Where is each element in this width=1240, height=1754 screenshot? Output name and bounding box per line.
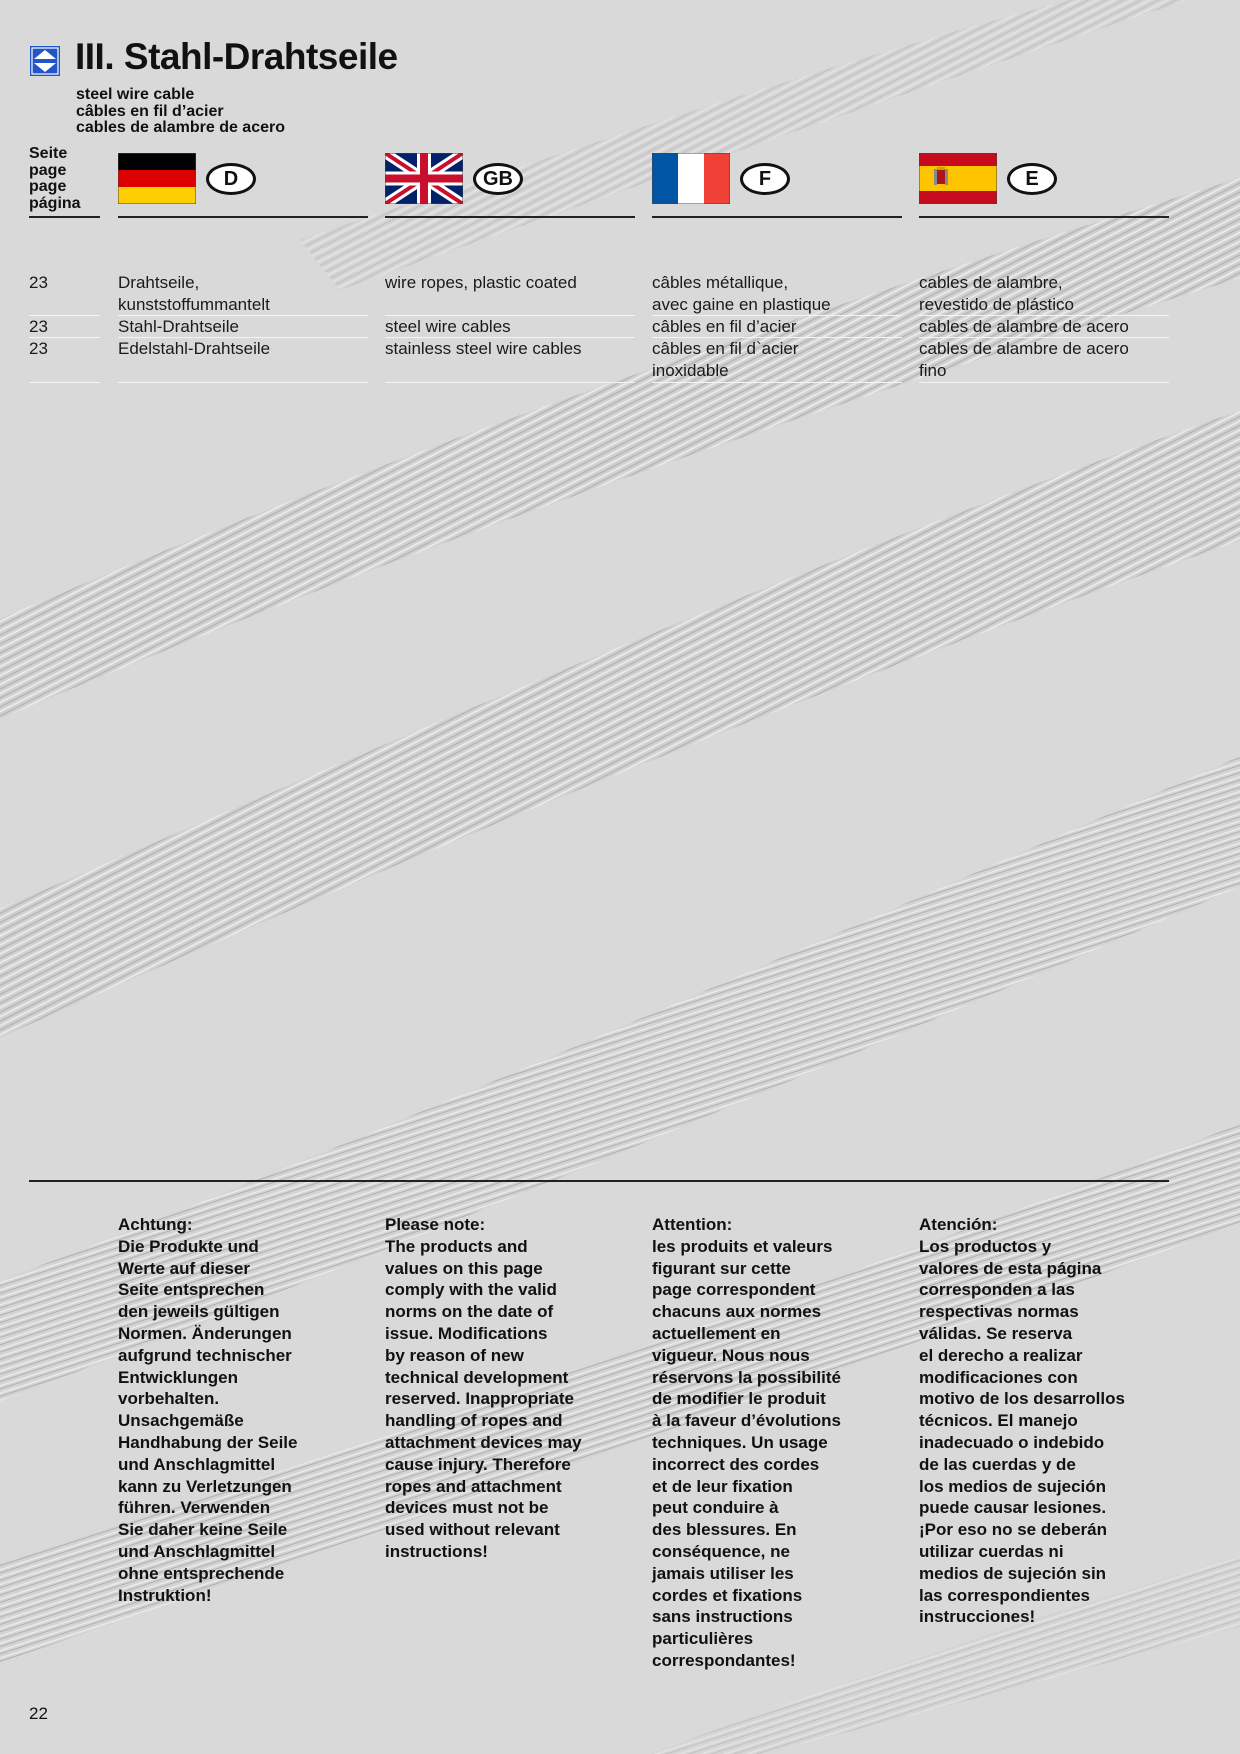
note-line: figurant sur cette xyxy=(652,1258,791,1278)
note-line: Die Produkte und xyxy=(118,1236,259,1256)
table-cell-fr xyxy=(652,338,798,381)
table-cell-de xyxy=(118,272,270,315)
note-line: cordes et fixations xyxy=(652,1585,803,1605)
row-divider xyxy=(385,315,635,316)
note-line: el derecho a realizar xyxy=(919,1345,1083,1365)
table-cell-fr xyxy=(652,272,831,315)
note-line: des blessures. En xyxy=(652,1520,797,1540)
row-divider xyxy=(29,315,100,316)
note-gb xyxy=(385,1214,635,1563)
note-line: de modifier le produit xyxy=(652,1389,826,1409)
note-line: las correspondientes xyxy=(919,1585,1091,1605)
section-divider xyxy=(29,1180,1169,1182)
note-line: puede causar lesiones. xyxy=(919,1498,1107,1518)
note-line: Los productos y xyxy=(919,1236,1052,1256)
note-line: utilizar cuerdas ni xyxy=(919,1541,1064,1561)
note-line: incorrect des cordes xyxy=(652,1454,820,1474)
company-logo-icon xyxy=(30,46,60,76)
note-line: vigueur. Nous nous xyxy=(652,1345,810,1365)
table-cell-gb xyxy=(385,272,577,294)
row-divider xyxy=(118,315,368,316)
note-line: norms on the date of xyxy=(385,1302,554,1322)
row-page-number: 23 xyxy=(29,317,48,336)
page-label-de: Seite xyxy=(29,145,68,162)
cell-line: avec gaine en plastique xyxy=(652,294,831,314)
row-divider xyxy=(29,382,100,383)
cell-line: Drahtseile, xyxy=(118,273,200,292)
note-de xyxy=(118,1214,368,1606)
cell-line: cables de alambre, xyxy=(919,273,1063,292)
country-code-badge: GB xyxy=(473,163,523,195)
flag-spain-icon xyxy=(919,153,997,204)
note-line: de las cuerdas y de xyxy=(919,1454,1076,1474)
note-line: jamais utiliser les xyxy=(652,1563,794,1583)
cell-line: cables de alambre de acero xyxy=(919,339,1129,358)
row-page-number: 23 xyxy=(29,339,48,358)
cell-line: inoxidable xyxy=(652,360,729,380)
table-cell-es xyxy=(919,316,1129,338)
row-divider xyxy=(919,337,1169,338)
row-page-number: 23 xyxy=(29,273,48,292)
divider xyxy=(919,216,1169,218)
note-line: conséquence, ne xyxy=(652,1541,790,1561)
cell-line: stainless steel wire cables xyxy=(385,339,582,358)
note-line: motivo de los desarrollos xyxy=(919,1389,1125,1409)
note-line: válidas. Se reserva xyxy=(919,1323,1073,1343)
page-label-fr: page xyxy=(29,178,67,195)
subtitle-es: cables de alambre de acero xyxy=(76,119,285,136)
divider xyxy=(385,216,635,218)
cell-line: kunststoffummantelt xyxy=(118,294,270,314)
table-cell-es xyxy=(919,272,1074,315)
note-line: Please note: xyxy=(385,1215,486,1234)
note-line: Handhabung der Seile xyxy=(118,1432,298,1452)
country-code-badge: D xyxy=(206,163,256,195)
flag-france-icon xyxy=(652,153,730,204)
note-line: cause injury. Therefore xyxy=(385,1454,571,1474)
note-line: Unsachgemäße xyxy=(118,1411,244,1431)
note-line: ¡Por eso no se deberán xyxy=(919,1520,1107,1540)
note-line: particulières xyxy=(652,1629,754,1649)
note-line: Instruktion! xyxy=(118,1585,212,1605)
note-line: ohne entsprechende xyxy=(118,1563,285,1583)
note-line: ropes and attachment xyxy=(385,1476,562,1496)
row-divider xyxy=(385,337,635,338)
note-line: aufgrund technischer xyxy=(118,1345,292,1365)
note-line: kann zu Verletzungen xyxy=(118,1476,292,1496)
note-line: modificaciones con xyxy=(919,1367,1078,1387)
cell-line: fino xyxy=(919,360,947,380)
note-line: Normen. Änderungen xyxy=(118,1323,292,1343)
note-line: Attention: xyxy=(652,1215,733,1234)
note-line: et de leur fixation xyxy=(652,1476,793,1496)
subtitle-block xyxy=(76,87,285,137)
table-cell-es xyxy=(919,338,1129,381)
note-line: den jeweils gültigen xyxy=(118,1302,280,1322)
table-cell-fr xyxy=(652,316,797,338)
note-line: issue. Modifications xyxy=(385,1323,548,1343)
cell-line: steel wire cables xyxy=(385,317,511,336)
note-line: valores de esta página xyxy=(919,1258,1102,1278)
row-divider xyxy=(652,337,902,338)
note-line: corresponden a las xyxy=(919,1280,1075,1300)
page-title: III. Stahl-Drahtseile xyxy=(75,36,398,77)
note-es xyxy=(919,1214,1169,1628)
note-line: instructions! xyxy=(385,1541,488,1561)
note-line: comply with the valid xyxy=(385,1280,557,1300)
note-line: reserved. Inappropriate xyxy=(385,1389,574,1409)
flag-united-kingdom-icon xyxy=(385,153,463,204)
note-line: used without relevant xyxy=(385,1520,560,1540)
divider xyxy=(652,216,902,218)
note-line: sans instructions xyxy=(652,1607,793,1627)
language-header-fr xyxy=(652,153,902,219)
note-line: técnicos. El manejo xyxy=(919,1411,1078,1431)
row-divider xyxy=(652,315,902,316)
note-line: und Anschlagmittel xyxy=(118,1541,276,1561)
cell-line: câbles en fil d`acier xyxy=(652,339,799,358)
language-header-de xyxy=(118,153,368,219)
note-line: Achtung: xyxy=(118,1215,193,1234)
note-line: und Anschlagmittel xyxy=(118,1454,276,1474)
note-line: handling of ropes and xyxy=(385,1411,563,1431)
cell-line: câbles métallique, xyxy=(652,273,789,292)
cell-line: cables de alambre de acero xyxy=(919,317,1129,336)
note-line: respectivas normas xyxy=(919,1302,1079,1322)
row-divider xyxy=(29,337,100,338)
note-line: page correspondent xyxy=(652,1280,816,1300)
note-line: réservons la possibilité xyxy=(652,1367,841,1387)
row-divider xyxy=(919,315,1169,316)
subtitle-fr: câbles en fil d’acier xyxy=(76,102,224,120)
row-divider xyxy=(118,382,368,383)
page-column-label xyxy=(29,146,81,212)
note-line: instrucciones! xyxy=(919,1607,1036,1627)
note-line: los medios de sujeción xyxy=(919,1476,1107,1496)
note-line: peut conduire à xyxy=(652,1498,779,1518)
note-line: chacuns aux normes xyxy=(652,1302,822,1322)
table-cell-de xyxy=(118,338,270,360)
cell-line: wire ropes, plastic coated xyxy=(385,273,577,292)
flag-germany-icon xyxy=(118,153,196,204)
note-line: à la faveur d’évolutions xyxy=(652,1411,841,1431)
note-line: les produits et valeurs xyxy=(652,1236,833,1256)
note-line: vorbehalten. xyxy=(118,1389,220,1409)
note-line: attachment devices may xyxy=(385,1432,582,1452)
table-cell-de xyxy=(118,316,239,338)
row-divider xyxy=(385,382,635,383)
table-cell-gb xyxy=(385,338,582,360)
note-line: Sie daher keine Seile xyxy=(118,1520,288,1540)
note-line: führen. Verwenden xyxy=(118,1498,271,1518)
note-line: correspondantes! xyxy=(652,1650,796,1670)
row-divider xyxy=(652,382,902,383)
note-line: by reason of new xyxy=(385,1345,524,1365)
note-line: Werte auf dieser xyxy=(118,1258,250,1278)
cell-line: revestido de plástico xyxy=(919,294,1074,314)
cell-line: Edelstahl-Drahtseile xyxy=(118,339,271,358)
note-line: Seite entsprechen xyxy=(118,1280,265,1300)
country-code-badge: E xyxy=(1007,163,1057,195)
cell-line: Stahl-Drahtseile xyxy=(118,317,239,336)
note-line: The products and xyxy=(385,1236,528,1256)
note-line: Entwicklungen xyxy=(118,1367,238,1387)
note-fr xyxy=(652,1214,902,1672)
divider xyxy=(29,216,100,218)
divider xyxy=(118,216,368,218)
note-line: devices must not be xyxy=(385,1498,549,1518)
note-line: actuellement en xyxy=(652,1323,781,1343)
page-label-en: page xyxy=(29,161,67,179)
page-label-es: página xyxy=(29,194,81,212)
page-number: 22 xyxy=(29,1704,48,1723)
row-divider xyxy=(118,337,368,338)
language-header-gb xyxy=(385,153,635,219)
subtitle-en: steel wire cable xyxy=(76,86,195,103)
note-line: technical development xyxy=(385,1367,569,1387)
cell-line: câbles en fil d’acier xyxy=(652,317,797,336)
table-cell-gb xyxy=(385,316,511,338)
note-line: medios de sujeción sin xyxy=(919,1563,1107,1583)
country-code-badge: F xyxy=(740,163,790,195)
note-line: Atención: xyxy=(919,1215,998,1234)
row-divider xyxy=(919,382,1169,383)
note-line: techniques. Un usage xyxy=(652,1432,828,1452)
note-line: inadecuado o indebido xyxy=(919,1432,1105,1452)
language-header-es xyxy=(919,153,1169,219)
note-line: values on this page xyxy=(385,1258,543,1278)
